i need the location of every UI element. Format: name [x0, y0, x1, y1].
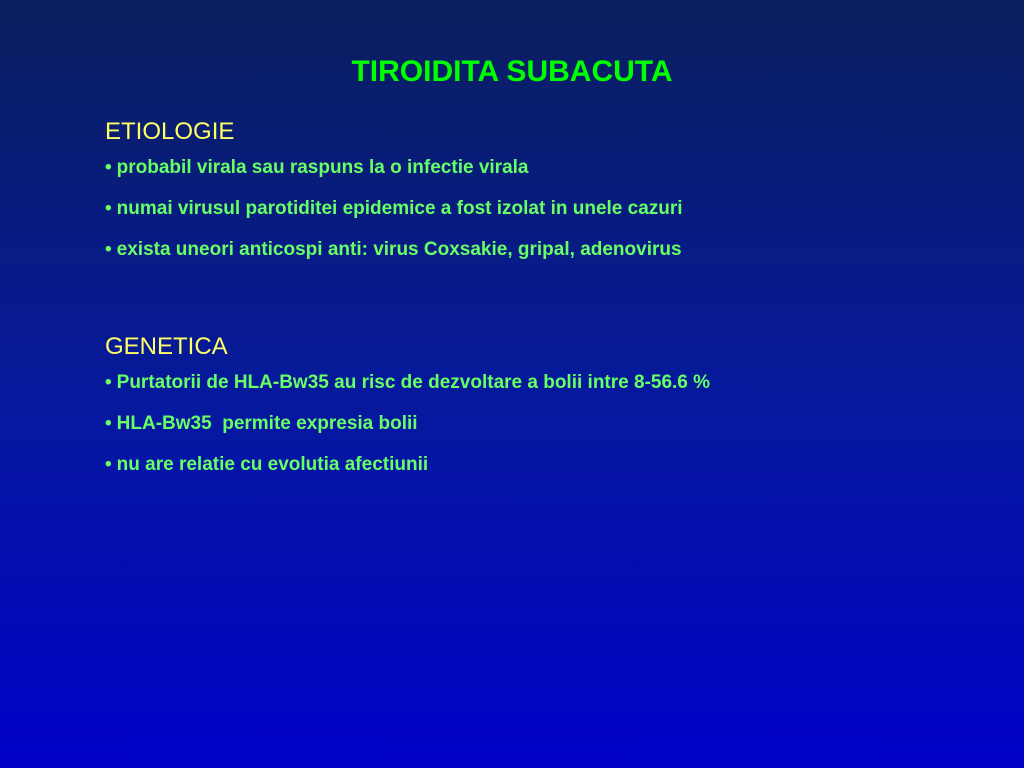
section-genetica [105, 332, 985, 494]
bullet-text: HLA-Bw35 permite expresia bolii [116, 413, 418, 434]
bullet-text: exista uneori anticospi anti: virus Coxsakie, gripal, adenovirus [116, 239, 682, 260]
bullet-text: probabil virala sau raspuns la o infectie virala [116, 157, 529, 178]
bullet-icon: • [105, 157, 112, 178]
bullet-icon: • [105, 454, 112, 475]
section-heading-etiologie: ETIOLOGIE [105, 118, 235, 145]
bullet-icon: • [105, 198, 112, 219]
slide-title: TIROIDITA SUBACUTA [351, 55, 673, 88]
bullet-item [105, 156, 985, 180]
bullet-icon: • [105, 413, 112, 434]
section-etiologie [105, 117, 985, 279]
bullet-item [105, 371, 985, 395]
bullet-text: Purtatorii de HLA-Bw35 au risc de dezvoltare a bolii intre 8-56.6 % [116, 372, 711, 393]
bullet-item [105, 197, 985, 221]
bullet-text: nu are relatie cu evolutia afectiunii [116, 454, 429, 475]
bullet-item [105, 238, 985, 262]
bullet-text: numai virusul parotiditei epidemice a fost izolat in unele cazuri [116, 198, 683, 219]
bullet-icon: • [105, 372, 112, 393]
bullet-item [105, 412, 985, 436]
section-heading-genetica: GENETICA [105, 333, 228, 360]
bullet-icon: • [105, 239, 112, 260]
bullet-item [105, 453, 985, 477]
